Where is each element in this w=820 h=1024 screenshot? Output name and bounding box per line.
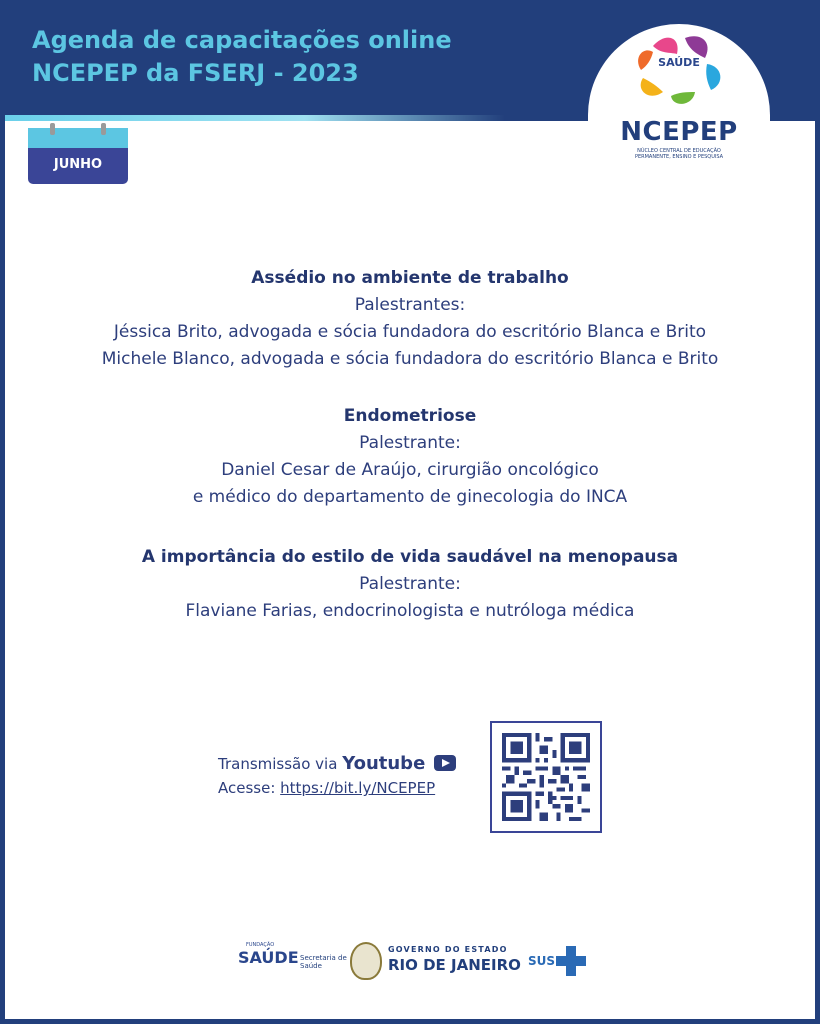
footer-fundacao: FUNDAÇÃO: [246, 942, 275, 948]
ncepep-logo: [588, 24, 770, 206]
talk-3: [30, 544, 790, 625]
saude-logo-mark-icon: [633, 32, 725, 108]
ncepep-logo-name: NCEPEP: [620, 117, 738, 147]
transmission-prefix: Transmissão via: [218, 755, 338, 773]
youtube-play-icon: [434, 755, 456, 771]
youtube-label: Youtube: [342, 753, 426, 774]
calendar-top: [28, 128, 128, 148]
qr-code[interactable]: [490, 721, 602, 833]
calendar-ring-icon: [50, 123, 55, 135]
talk-speaker-label: Palestrantes:: [354, 295, 466, 315]
talk-speaker-line: Daniel Cesar de Araújo, cirurgião oncológico: [221, 460, 599, 480]
footer-logos: [238, 942, 598, 982]
talk-speaker-line: e médico do departamento de ginecologia do INCA: [192, 487, 628, 507]
calendar-month-badge: [28, 128, 128, 184]
calendar-month: JUNHO: [28, 148, 128, 184]
title-line-1: Agenda de capacitações online: [32, 26, 452, 54]
footer-state-name: RIO DE JANEIRO: [388, 956, 521, 974]
footer-secretaria-line: Secretaria de: [300, 954, 347, 962]
access-label: Acesse:: [218, 779, 276, 797]
transmission-line: [218, 752, 456, 776]
footer-gov-line: GOVERNO DO ESTADO: [388, 945, 508, 954]
footer-saude-logo: SAÚDE: [238, 948, 299, 967]
transmission-info: [218, 752, 456, 800]
qr-code-icon: [502, 733, 590, 821]
talk-speaker-line: Flaviane Farias, endocrinologista e nutróloga médica: [185, 601, 635, 621]
saude-logo-word: SAÚDE: [658, 56, 700, 69]
talk-speaker-line: Michele Blanco, advogada e sócia fundadora do escritório Blanca e Brito: [101, 349, 719, 369]
calendar-ring-icon: [101, 123, 106, 135]
talk-2: [30, 403, 790, 511]
access-link[interactable]: https://bit.ly/NCEPEP: [280, 779, 436, 797]
access-line: [218, 776, 456, 800]
talk-title: Endometriose: [343, 406, 477, 426]
talk-1: [30, 265, 790, 373]
talk-title: A importância do estilo de vida saudável na menopausa: [141, 547, 679, 567]
sus-cross-icon: [556, 946, 586, 976]
talk-speaker-label: Palestrante:: [359, 433, 461, 453]
ncepep-logo-subtitle: NÚCLEO CENTRAL DE EDUCAÇÃO PERMANENTE, ENSINO E PESQUISA: [634, 148, 724, 160]
title-line-2: NCEPEP da FSERJ - 2023: [32, 59, 359, 87]
page-title: [32, 24, 452, 90]
rio-crest-icon: [350, 942, 382, 980]
footer-secretaria-line: Saúde: [300, 962, 322, 970]
footer-secretaria: [300, 954, 347, 970]
footer-sus-label: SUS: [528, 954, 556, 968]
talk-speaker-line: Jéssica Brito, advogada e sócia fundadora do escritório Blanca e Brito: [113, 322, 707, 342]
talk-speaker-label: Palestrante:: [359, 574, 461, 594]
talk-title: Assédio no ambiente de trabalho: [251, 268, 569, 288]
